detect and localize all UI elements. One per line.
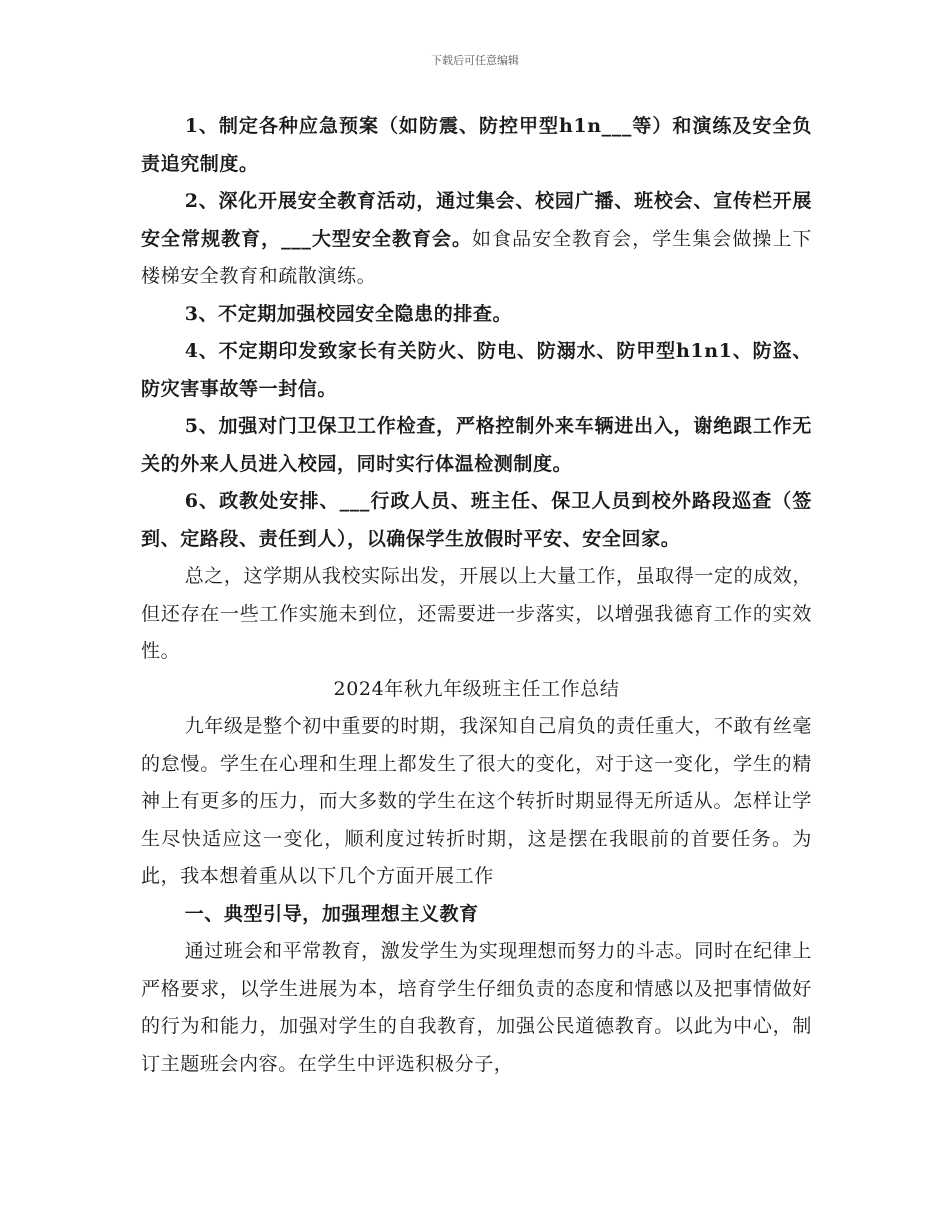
paragraph-intro: 九年级是整个初中重要的时期，我深知自己肩负的责任重大，不敢有丝毫的怠慢。学生在心理和生理上都发生了很大的变化，对于这一变化，学生的精神上有更多的压力，而大多数的学生在这个转折时期显得无所适从。怎样让学生尽快适应这一变化，顺利度过转折时期，这是摆在我眼前的首要任务。为此，我本想着重从以下几个方面开展工作 [141, 715, 812, 887]
section-heading-1: 一、典型引导，加强理想主义教育 [184, 902, 479, 925]
paragraph-item-2 [141, 183, 812, 296]
paragraph-item-4: 4、不定期印发致家长有关防火、防电、防溺水、防甲型h1n1、防盗、防灾害事故等一封信。 [141, 340, 812, 400]
section-title: 2024年秋九年级班主任工作总结 [333, 677, 620, 700]
paragraph-item-6: 6、政教处安排、___行政人员、班主任、保卫人员到校外路段巡查（签到、定路段、责任到人），以确保学生放假时平安、安全回家。 [141, 490, 812, 550]
page-header: 下载后可任意编辑 [431, 54, 519, 67]
document-body [141, 108, 812, 1083]
paragraph-item-2-bold: 2、深化开展安全教育活动，通过集会、校园广播、班校会、宣传栏开展安全常规教育，___大型安全教育会。 [141, 190, 812, 250]
paragraph-item-2-rest: 如食品安全教育会，学生集会做操上下楼梯安全教育和疏散演练。 [141, 227, 812, 287]
paragraph-item-3: 3、不定期加强校园安全隐患的排查。 [184, 302, 513, 325]
paragraph-item-1: 1、制定各种应急预案（如防震、防控甲型h1n___等）和演练及安全负责追究制度。 [141, 115, 812, 175]
paragraph-summary: 总之，这学期从我校实际出发，开展以上大量工作，虽取得一定的成效，但还存在一些工作实施未到位，还需要进一步落实，以增强我德育工作的实效性。 [141, 565, 812, 662]
paragraph-section-1: 通过班会和平常教育，激发学生为实现理想而努力的斗志。同时在纪律上严格要求，以学生进展为本，培育学生仔细负责的态度和情感以及把事情做好的行为和能力，加强对学生的自我教育，加强公民道德教育。以此为中心，制订主题班会内容。在学生中评选积极分子， [141, 940, 812, 1075]
paragraph-item-5: 5、加强对门卫保卫工作检查，严格控制外来车辆进出入，谢绝跟工作无关的外来人员进入校园，同时实行体温检测制度。 [141, 415, 812, 475]
